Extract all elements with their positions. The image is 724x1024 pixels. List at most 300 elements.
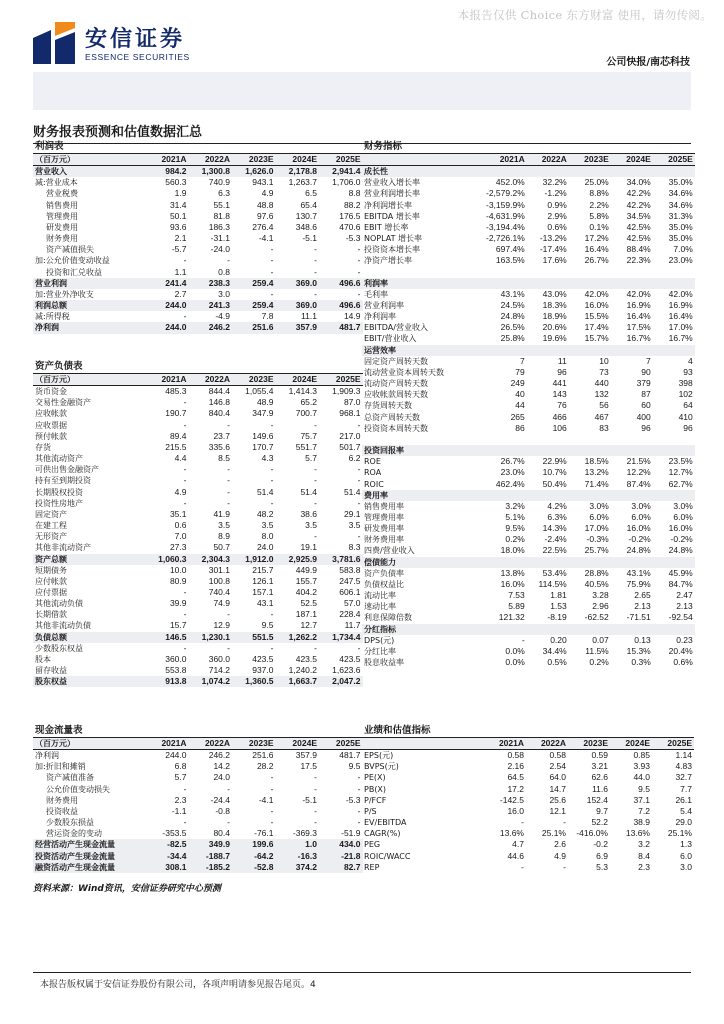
- cell-value: 24.0: [256, 542, 274, 553]
- row-label: CAGR(%): [364, 829, 401, 839]
- cell-value: 28.8%: [584, 567, 609, 578]
- cell-value: [527, 624, 569, 635]
- row-label: 利润率: [362, 278, 484, 289]
- cell-value: 1,240.2: [288, 665, 317, 676]
- cell-value: [653, 445, 695, 456]
- cell-value: -64.2: [232, 851, 276, 862]
- cell-value: 335.6: [208, 441, 230, 452]
- row-label: EBITDA/营业收入: [364, 323, 428, 333]
- cell-value: -24.0: [210, 244, 230, 255]
- cell-value: 60: [641, 400, 651, 411]
- table-row: [362, 255, 695, 266]
- cell-value: 176.5: [339, 210, 361, 221]
- cell-value: [527, 490, 569, 501]
- cell-value: 41.9: [213, 508, 230, 519]
- row-label: 管理费用: [46, 211, 78, 221]
- cell-value: -: [357, 475, 361, 486]
- cell-value: 840.4: [208, 408, 230, 419]
- cell-value: -: [183, 642, 187, 653]
- table-row: [362, 523, 695, 534]
- cell-value: 241.3: [189, 300, 233, 311]
- table-row: [362, 367, 695, 378]
- table-title-row: [33, 140, 363, 154]
- cell-value: 114.5%: [538, 578, 567, 589]
- table-row: [33, 267, 363, 278]
- cell-value: -: [227, 486, 230, 497]
- cell-value: 84.7%: [668, 578, 693, 589]
- table-row: [362, 862, 694, 873]
- cell-value: 1,909.3: [332, 386, 361, 397]
- cell-value: 190.7: [165, 408, 187, 419]
- cell-value: 17.0%: [668, 322, 693, 333]
- table-row: [362, 646, 695, 657]
- row-label: 应收帐款周转天数: [364, 390, 428, 400]
- year-header: 2025E: [319, 738, 363, 750]
- cell-value: -: [314, 244, 317, 255]
- cell-value: 496.6: [319, 300, 363, 311]
- cell-value: 583.8: [339, 564, 361, 575]
- cell-value: -188.7: [189, 851, 233, 862]
- cell-value: 40.5%: [584, 578, 609, 589]
- cell-value: 39.9: [169, 598, 187, 609]
- cell-value: 106: [552, 422, 567, 433]
- cell-value: 11: [557, 355, 567, 366]
- cell-value: 35.1: [169, 508, 187, 519]
- table-row: [33, 851, 363, 862]
- cell-value: -: [227, 255, 230, 266]
- cell-value: 80.9: [169, 575, 187, 586]
- cell-value: [484, 445, 527, 456]
- year-header: 2024E: [276, 154, 320, 166]
- row-label: 持有至到期投资: [35, 476, 91, 486]
- cell-value: 51.4: [343, 486, 361, 497]
- cell-value: 0.6%: [547, 221, 567, 232]
- cell-value: 481.7: [319, 322, 363, 333]
- row-label: 存货周转天数: [364, 401, 412, 411]
- cell-value: 697.4%: [495, 244, 525, 255]
- year-header: 2024E: [611, 154, 653, 166]
- cell-value: 65.4: [300, 199, 317, 210]
- cell-value: 29.1: [343, 508, 361, 519]
- row-label: 营业收入: [33, 166, 145, 178]
- cell-value: 1,060.3: [145, 554, 189, 565]
- cell-value: 24.8%: [668, 545, 693, 556]
- table-title-row: [33, 724, 363, 738]
- cell-value: -: [357, 531, 361, 542]
- row-label: 货币资金: [35, 387, 67, 397]
- cell-value: -16.3: [276, 851, 320, 862]
- cell-value: -82.5: [145, 839, 189, 850]
- row-label: 营业利润率: [364, 301, 404, 311]
- table-row: [362, 200, 695, 211]
- cell-value: -353.5: [162, 828, 187, 839]
- row-label: 股东权益: [33, 676, 145, 687]
- cell-value: 0.20: [550, 634, 567, 645]
- table-row: [362, 333, 695, 344]
- table-row: [362, 839, 694, 850]
- row-label: EPS(元): [364, 751, 394, 761]
- row-label: 营业税费: [46, 189, 78, 199]
- row-label: 固定资产周转天数: [364, 356, 428, 366]
- header-blank: [362, 738, 484, 750]
- cell-value: 1.3: [680, 839, 692, 850]
- year-header: 2021A: [484, 738, 526, 750]
- cell-value: -: [314, 531, 317, 542]
- cell-value: 15.7: [169, 620, 187, 631]
- cell-value: 79: [515, 366, 525, 377]
- logo-mark-icon: [33, 22, 75, 64]
- cell-value: 259.4: [232, 300, 276, 311]
- cell-value: -: [270, 609, 274, 620]
- cell-value: 369.0: [276, 278, 320, 289]
- cell-value: 467: [594, 411, 609, 422]
- cell-value: 0.2%: [505, 534, 525, 545]
- cell-value: 16.0%: [626, 523, 651, 534]
- cell-value: 12.2%: [626, 467, 651, 478]
- cell-value: -: [357, 642, 361, 653]
- cell-value: 86: [515, 422, 525, 433]
- table-row: [362, 166, 695, 178]
- cell-value: 16.9%: [668, 300, 693, 311]
- cell-value: 26.1: [675, 794, 692, 805]
- cell-value: -: [314, 805, 317, 816]
- cell-value: 8.5: [218, 453, 230, 464]
- cell-value: -3,194.4%: [486, 221, 525, 232]
- cell-value: 347.9: [252, 408, 274, 419]
- row-label: 销售费用: [46, 200, 78, 210]
- year-header: 2022A: [189, 154, 233, 166]
- cell-value: 462.4%: [495, 478, 525, 489]
- cell-value: [527, 166, 569, 178]
- table-row: [362, 479, 695, 490]
- table-row: [33, 408, 363, 419]
- cell-value: -: [183, 419, 187, 430]
- unit-label: （百万元）: [33, 738, 145, 750]
- cell-value: 2.47: [676, 590, 693, 601]
- table-row: [33, 278, 363, 289]
- cell-value: 43.1: [256, 598, 274, 609]
- row-label: 应收票据: [35, 420, 67, 430]
- cell-value: 23.7: [213, 430, 230, 441]
- cell-value: 26.5%: [500, 322, 525, 333]
- cell-value: 6.0%: [673, 511, 693, 522]
- cell-value: 7.53: [508, 590, 525, 601]
- cell-value: [484, 267, 527, 278]
- table-title: 资产负债表: [33, 360, 363, 374]
- cell-value: 75.9%: [626, 578, 651, 589]
- cell-value: 3.2: [638, 839, 650, 850]
- cell-value: 38.6: [300, 508, 317, 519]
- cell-value: -: [270, 642, 274, 653]
- cell-value: 16.4%: [626, 311, 651, 322]
- cell-value: 0.23: [676, 634, 693, 645]
- cell-value: 130.7: [295, 210, 317, 221]
- cell-value: 2.16: [507, 761, 524, 772]
- cell-value: 23.0%: [668, 255, 693, 266]
- cell-value: 8.0: [261, 531, 274, 542]
- cell-value: -: [314, 464, 317, 475]
- cell-value: 38.9: [633, 817, 650, 828]
- cell-value: 740.4: [208, 586, 230, 597]
- cell-value: -: [270, 817, 274, 828]
- cell-value: 25.8%: [500, 333, 525, 344]
- cell-value: 9.5: [348, 761, 361, 772]
- cell-value: 31.4: [169, 199, 187, 210]
- cell-value: 0.9%: [547, 199, 567, 210]
- table-row: [362, 412, 695, 423]
- row-label: 营业利润增长率: [364, 189, 420, 199]
- cell-value: 3,781.6: [319, 554, 363, 565]
- row-label: 总资产周转天数: [364, 412, 420, 422]
- table-header-row: [33, 738, 363, 750]
- row-label: 研发费用率: [364, 524, 404, 534]
- table-row: [33, 475, 363, 486]
- cell-value: -13.2%: [539, 233, 567, 244]
- cell-value: 64.5: [507, 772, 524, 783]
- cell-value: 12.1: [549, 805, 566, 816]
- cell-value: 17.4%: [584, 322, 609, 333]
- cell-value: 13.6%: [499, 828, 524, 839]
- table-row: [33, 300, 363, 311]
- cell-value: -: [357, 266, 361, 277]
- table-row: [33, 311, 363, 322]
- table-row: [33, 442, 363, 453]
- table-row: [33, 654, 363, 665]
- table-row: [33, 386, 363, 398]
- cell-value: 65.2: [300, 397, 317, 408]
- cell-value: 3.0%: [673, 500, 693, 511]
- cell-value: 42.5%: [626, 221, 651, 232]
- cell-value: -4,631.9%: [486, 210, 525, 221]
- cell-value: 308.1: [145, 862, 189, 873]
- cell-value: [484, 624, 527, 635]
- table-row: [33, 322, 363, 333]
- cell-value: -: [314, 475, 317, 486]
- cell-value: 17.2%: [584, 233, 609, 244]
- table-row: [33, 520, 363, 531]
- cell-value: -: [270, 497, 274, 508]
- cell-value: -: [521, 817, 524, 828]
- cell-value: 10.7%: [542, 467, 567, 478]
- row-label: 减:营业成本: [35, 178, 78, 188]
- cell-value: -24.4: [210, 794, 230, 805]
- cell-value: -17.4%: [539, 244, 567, 255]
- year-header: 2021A: [145, 374, 189, 386]
- table-row: [33, 565, 363, 576]
- table-row: [362, 545, 695, 556]
- cell-value: 42.0%: [626, 288, 651, 299]
- cell-value: 89.4: [169, 430, 187, 441]
- row-label: 净利润率: [364, 312, 396, 322]
- cell-value: 73: [599, 366, 609, 377]
- cell-value: 14.9: [343, 311, 361, 322]
- cell-value: -2,726.1%: [486, 233, 525, 244]
- cell-value: -: [227, 464, 230, 475]
- cell-value: 44.0: [633, 772, 650, 783]
- year-header: 2025E: [319, 374, 363, 386]
- income-statement-table: [33, 140, 363, 334]
- cell-value: [611, 267, 653, 278]
- table-row: [362, 423, 695, 434]
- row-label: 其他流动资产: [35, 454, 83, 464]
- cell-value: 246.2: [189, 322, 233, 333]
- table-row: [362, 456, 695, 467]
- row-label: EBITDA 增长率: [364, 211, 420, 221]
- cell-value: -: [227, 642, 230, 653]
- cell-value: 357.9: [276, 322, 320, 333]
- cell-value: 74.9: [213, 598, 230, 609]
- row-label: 加:营业外净收支: [35, 289, 94, 299]
- cell-value: 25.7%: [584, 545, 609, 556]
- cell-value: 26.7%: [584, 255, 609, 266]
- table-row: [362, 851, 694, 862]
- cell-value: -71.51: [626, 612, 651, 623]
- cell-value: 32.7: [675, 772, 692, 783]
- cell-value: 22.5%: [542, 545, 567, 556]
- row-label: 四费/营业收入: [364, 546, 415, 556]
- cell-value: 88.4%: [626, 244, 651, 255]
- row-label: 可供出售金融资产: [35, 465, 99, 475]
- cell-value: 93: [683, 366, 693, 377]
- table-row: [362, 445, 695, 456]
- cell-value: 7: [646, 355, 651, 366]
- year-header: 2024E: [610, 738, 652, 750]
- cell-value: 187.1: [295, 609, 317, 620]
- row-label: EV/EBITDA: [364, 818, 407, 828]
- row-label: 营运资金的变动: [46, 829, 102, 839]
- cell-value: 276.4: [252, 221, 274, 232]
- table-row: [362, 601, 695, 612]
- row-label: 管理费用率: [364, 512, 404, 522]
- cell-value: [653, 166, 695, 178]
- row-label: EBIT 增长率: [364, 222, 409, 232]
- row-label: 营业收入增长率: [364, 178, 420, 188]
- cell-value: 62.6: [591, 772, 608, 783]
- cell-value: 170.7: [252, 441, 274, 452]
- cell-value: 379: [636, 378, 651, 389]
- cell-value: 149.6: [252, 430, 274, 441]
- row-label: 股息收益率: [364, 658, 404, 667]
- cell-value: 40: [515, 389, 525, 400]
- cell-value: 17.5%: [626, 322, 651, 333]
- year-header: 2021A: [145, 738, 189, 750]
- cell-value: 48.2: [256, 508, 274, 519]
- cell-value: -: [357, 244, 361, 255]
- cell-value: 9.7: [596, 805, 608, 816]
- cell-value: -: [270, 772, 274, 783]
- cell-value: 25.1%: [667, 828, 692, 839]
- cell-value: 14.2: [213, 761, 230, 772]
- row-label: 投资活动产生现金流量: [33, 851, 145, 862]
- cell-value: 146.5: [145, 632, 189, 643]
- row-label: 负债总额: [33, 632, 145, 643]
- row-label: 销售费用率: [364, 501, 404, 511]
- cell-value: -: [357, 255, 361, 266]
- row-label: 净资产增长率: [364, 256, 412, 266]
- year-header: 2022A: [526, 738, 568, 750]
- cell-value: 0.1%: [589, 221, 609, 232]
- cell-value: 434.0: [319, 839, 363, 850]
- cell-value: 215.5: [165, 441, 187, 452]
- cell-value: 1,074.2: [189, 676, 233, 687]
- cell-value: 217.0: [339, 430, 361, 441]
- cell-value: 241.4: [145, 278, 189, 289]
- cell-value: 24.0: [213, 772, 230, 783]
- cell-value: 251.6: [252, 750, 274, 761]
- row-label: 投资收益: [46, 806, 78, 816]
- cell-value: 714.2: [208, 665, 230, 676]
- table-row: [33, 806, 363, 817]
- row-label: DPS(元): [364, 635, 395, 645]
- cell-value: -: [357, 783, 361, 794]
- cell-value: 24.8%: [626, 545, 651, 556]
- table-title-row: [362, 140, 695, 154]
- table-row: [33, 166, 363, 178]
- cell-value: 51.4: [256, 486, 274, 497]
- cell-value: 357.9: [295, 750, 317, 761]
- cell-value: 398: [678, 378, 693, 389]
- row-label: 利润总额: [33, 300, 145, 311]
- table-row: [362, 579, 695, 590]
- cell-value: 8.8: [348, 188, 361, 199]
- cell-value: 23.0%: [500, 467, 525, 478]
- table-row: [33, 177, 363, 188]
- cell-value: -51.9: [341, 828, 361, 839]
- cell-value: -: [314, 266, 317, 277]
- cell-value: 35.0%: [668, 221, 693, 232]
- table-title-row: [33, 360, 363, 374]
- table-row: [33, 862, 363, 873]
- cell-value: [653, 490, 695, 501]
- cell-value: 3.5: [348, 520, 361, 531]
- cell-value: [653, 345, 695, 356]
- row-label: ROA: [364, 468, 382, 478]
- cell-value: [527, 557, 569, 568]
- cell-value: 6.0: [680, 850, 692, 861]
- cell-value: 1.14: [675, 750, 692, 761]
- cell-value: -0.2: [593, 839, 608, 850]
- table-row: [33, 431, 363, 442]
- table-row: [362, 467, 695, 478]
- cell-value: 34.6%: [668, 188, 693, 199]
- cell-value: 0.2%: [589, 657, 609, 667]
- cell-value: 16.7%: [668, 333, 693, 344]
- cell-value: 0.58: [549, 750, 566, 761]
- cell-value: [527, 345, 569, 356]
- cell-value: 1,626.0: [232, 166, 276, 178]
- cell-value: 6.0%: [631, 511, 651, 522]
- cell-value: 1.81: [550, 590, 567, 601]
- table-row: [362, 289, 695, 300]
- cell-value: 143: [552, 389, 567, 400]
- cell-value: 606.1: [339, 586, 361, 597]
- cell-value: 1,663.7: [276, 676, 320, 687]
- cell-value: 16.0%: [584, 300, 609, 311]
- cell-value: -142.5: [499, 794, 524, 805]
- header-band: [33, 72, 691, 110]
- cell-value: 984.2: [145, 166, 189, 178]
- table-header-row: [33, 374, 363, 386]
- cell-value: 15.5%: [584, 311, 609, 322]
- cell-value: 13.6%: [625, 828, 650, 839]
- year-header: 2023E: [232, 738, 276, 750]
- cell-value: 34.5%: [626, 210, 651, 221]
- cell-value: 0.5%: [547, 657, 567, 667]
- table-row: [362, 378, 695, 389]
- cell-value: 16.4%: [668, 311, 693, 322]
- cell-value: 96: [557, 366, 567, 377]
- cell-value: 2.65: [634, 590, 651, 601]
